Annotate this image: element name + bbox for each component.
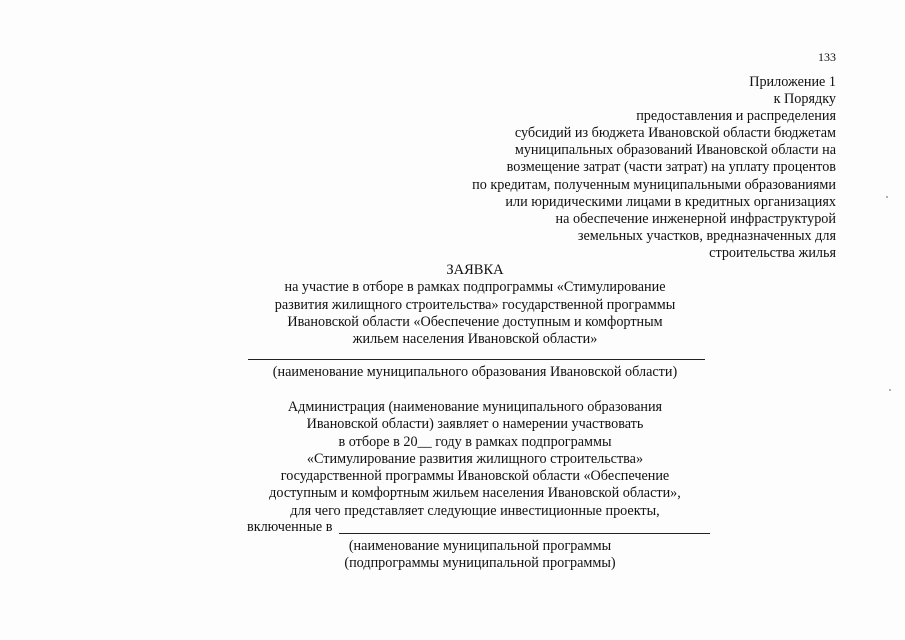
program-caption-line: (наименование муниципальной программы	[348, 538, 612, 554]
body-line: государственной программы Ивановской области «Обеспечение	[280, 468, 670, 485]
document-title: ЗАЯВКА	[446, 262, 504, 278]
appendix-line: по кредитам, полученным муниципальными образованиями	[472, 176, 836, 193]
body-line: Администрация (наименование муниципального образования	[287, 399, 663, 415]
program-caption	[230, 538, 730, 573]
page-number: 133	[818, 50, 836, 64]
subtitle-line: жильем населения Ивановской области»	[352, 331, 598, 348]
subtitle-line: Ивановской области «Обеспечение доступным и комфортным	[287, 313, 663, 330]
subtitle-line: на участие в отборе в рамках подпрограммы «Стимулирование	[284, 279, 666, 296]
appendix-line: строительства жилья	[709, 244, 836, 261]
appendix-line: возмещение затрат (части затрат) на уплату процентов	[506, 159, 836, 176]
appendix-line: предоставления и распределения	[636, 108, 836, 125]
appendix-reference	[376, 74, 836, 262]
appendix-line: муниципальных образований Ивановской области на	[514, 142, 836, 159]
body-line: в отборе в 20__ году в рамках подпрограммы	[338, 433, 612, 450]
body-line: для чего представляет следующие инвестиционные проекты,	[290, 502, 660, 519]
appendix-line: на обеспечение инженерной инфраструктурой	[555, 210, 836, 227]
body-line: доступным и комфортным жильем населения Ивановской области»,	[269, 485, 681, 502]
scan-speck	[886, 196, 888, 198]
body-line: Ивановской области) заявляет о намерении участвовать	[306, 416, 644, 433]
program-caption-line: (подпрограммы муниципальной программы)	[344, 555, 616, 572]
included-in-label: включенные в	[247, 519, 333, 535]
program-blank-line	[339, 533, 710, 534]
appendix-line: или юридическими лицами в кредитных организациях	[505, 193, 836, 210]
municipality-blank-line	[248, 359, 705, 360]
application-body	[225, 399, 725, 520]
scan-speck	[889, 389, 891, 391]
appendix-line: земельных участков, вредназначенных для	[577, 227, 836, 244]
municipality-caption: (наименование муниципального образования Ивановской области)	[272, 364, 678, 380]
body-line: «Стимулирование развития жилищного строительства»	[306, 450, 644, 467]
subtitle-line: развития жилищного строительства» государственной программы	[274, 296, 676, 313]
appendix-line: Приложение 1	[749, 74, 836, 90]
appendix-line: к Порядку	[773, 91, 836, 108]
application-heading	[225, 262, 725, 348]
appendix-line: субсидий из бюджета Ивановской области бюджетам	[514, 125, 836, 142]
